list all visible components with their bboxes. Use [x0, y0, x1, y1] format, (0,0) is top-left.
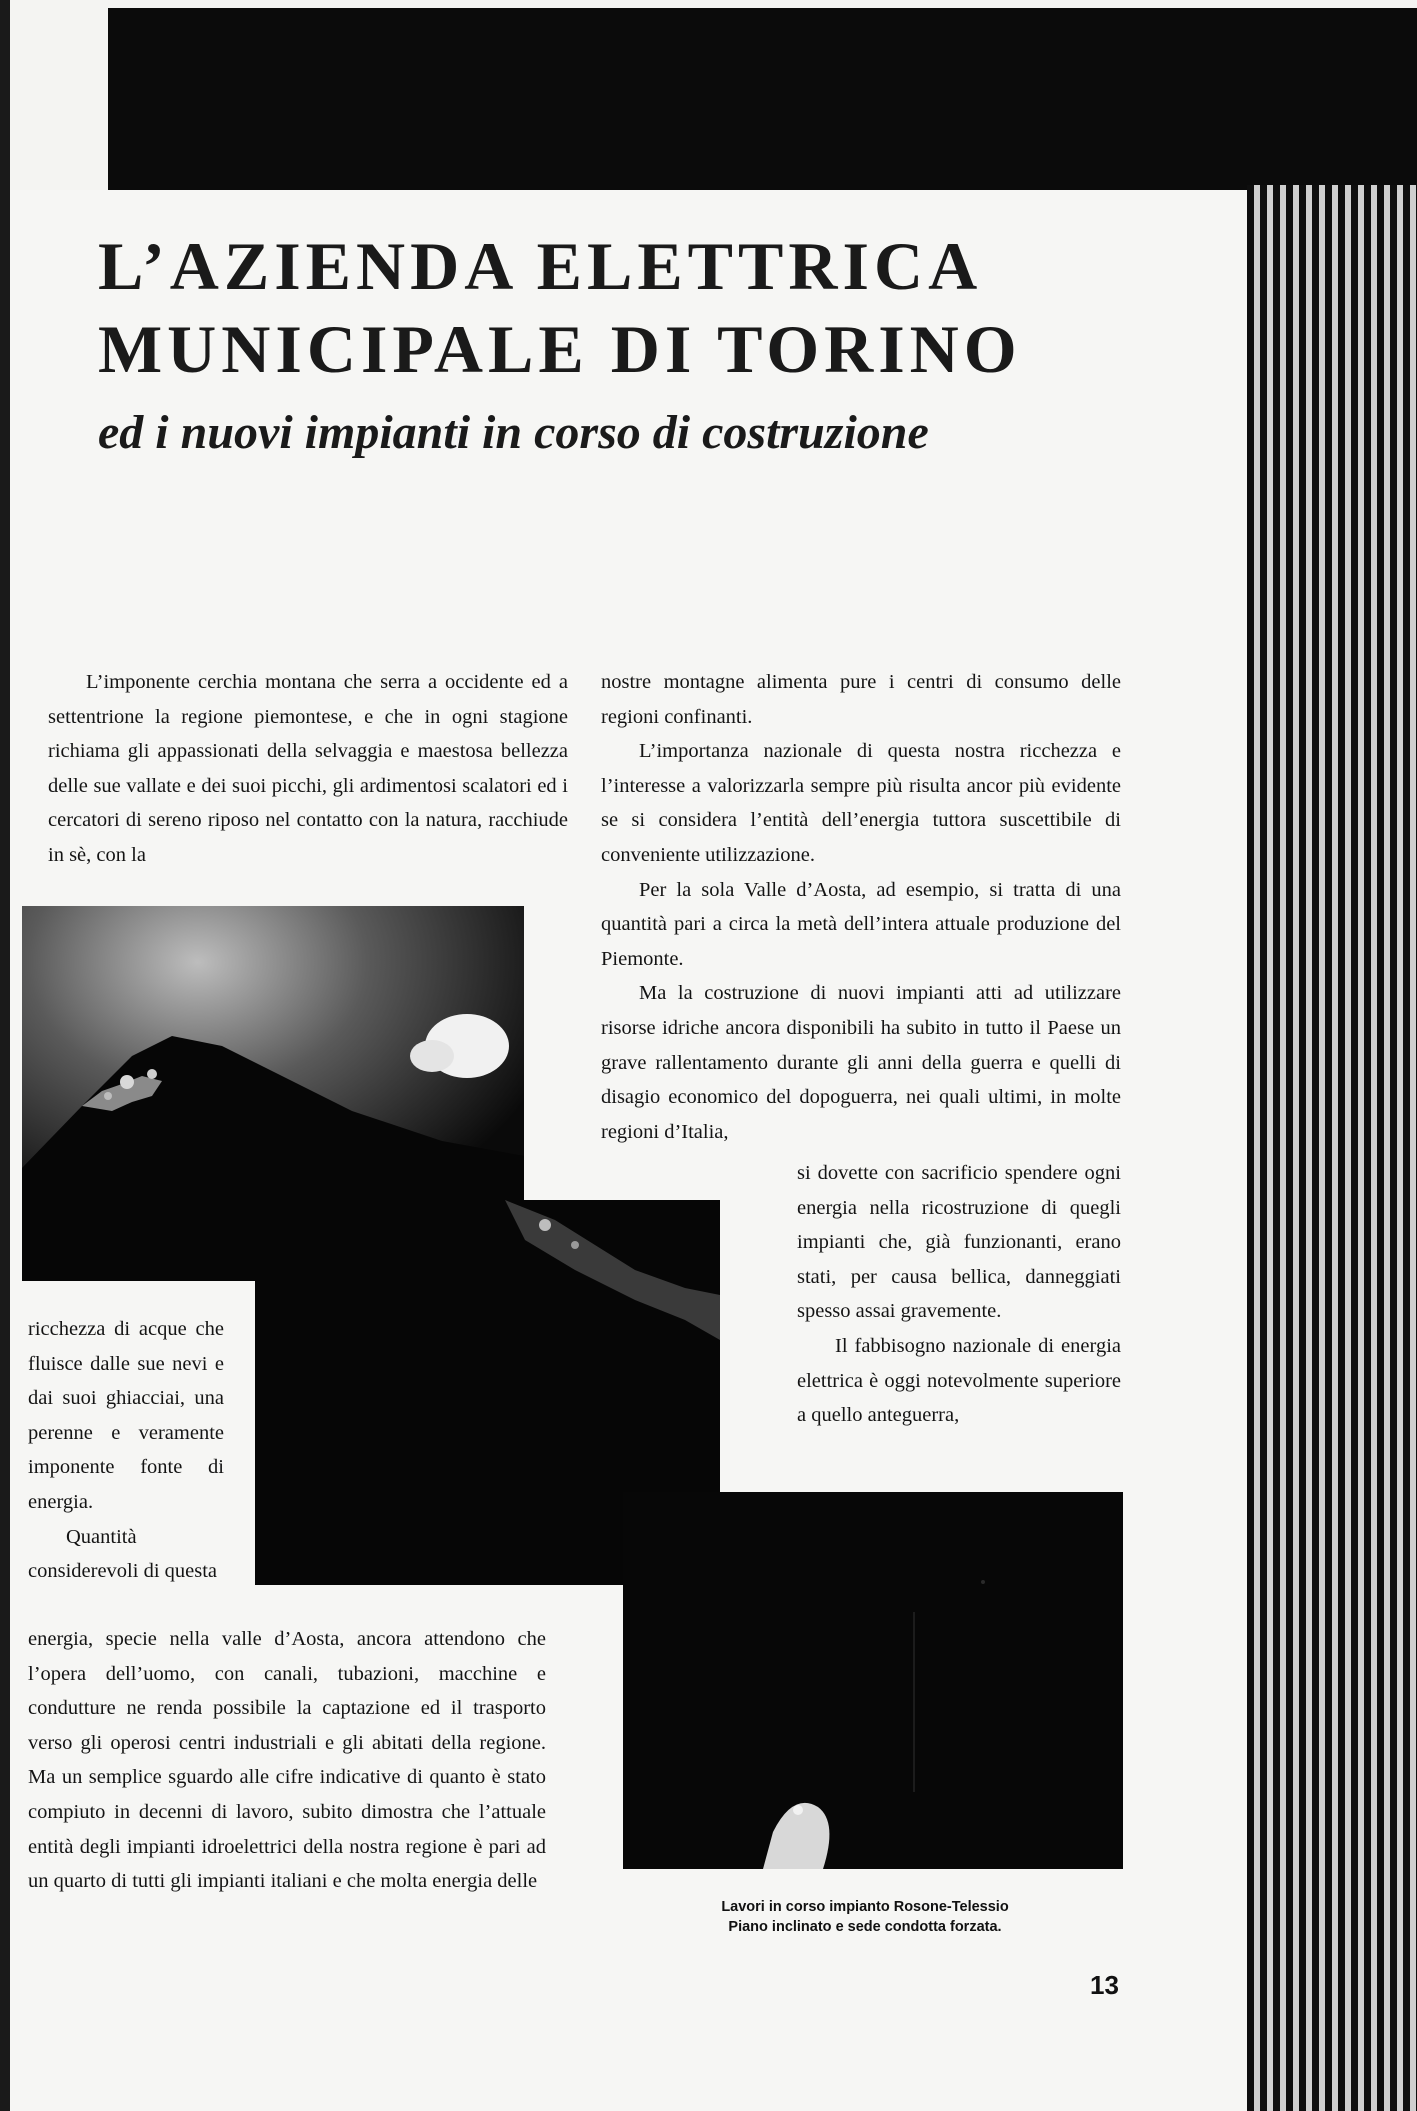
paragraph: L’imponente cerchia montana che serra a occidente ed a settentrione la regione piemontese, e che in ogni stagione richiama gli appassionati della selvaggia e maestosa bellezza delle sue vallate e dei suoi picchi, gli ardimentosi scalatori ed i cercatori di sereno riposo nel contatto con la natura, racchiude in sè, con la [48, 671, 568, 866]
caption-line-2: Piano inclinato e sede condotta forzata. [728, 1919, 1002, 1935]
paragraph: Quantità considerevoli di questa [28, 1525, 218, 1583]
left-column-narrow [28, 1312, 224, 1589]
paragraph: Per la sola Valle d’Aosta, ad esempio, si tratta di una quantità pari a circa la metà dell’intera attuale produzione del Piemonte. [601, 878, 1121, 970]
scan-top-band [108, 8, 1417, 198]
left-column-top [48, 665, 568, 873]
paragraph: energia, specie nella valle d’Aosta, ancora attendono che l’opera dell’uomo, con canali, tubazioni, macchine e condutture ne renda possibile la captazione ed il trasporto verso gli operosi centri industriali e gli abitati della regione. Ma un semplice sguardo alle cifre indicative di quanto è stato compiuto in decenni di lavoro, subito dimostra che l’attuale entità degli impianti idroelettrici della nostra regione è pari ad un quarto di tutti gli impianti italiani e che molta energia delle [28, 1628, 546, 1893]
paragraph: ricchezza di acque che fluisce dalle sue nevi e dai suoi ghiacciai, una perenne e veramente imponente fonte di energia. [28, 1318, 224, 1513]
page-number: 13 [1090, 1970, 1119, 2000]
right-column-narrow [797, 1156, 1121, 1433]
paragraph: Ma la costruzione di nuovi impianti atti ad utilizzare risorse idriche ancora disponibili ha subito in tutto il Paese un grave rallentamento durante gli anni della guerra e quelli di disagio economico del dopoguerra, nei quali ultimi, in molte regioni d’Italia, [601, 982, 1121, 1143]
article-subtitle: ed i nuovi impianti in corso di costruzione [98, 406, 929, 459]
caption-line-1: Lavori in corso impianto Rosone-Telessio [721, 1899, 1009, 1915]
paragraph: L’importanza nazionale di questa nostra ricchezza e l’interesse a valorizzarla sempre più risulta ancor più evidente se si considera l’entità dell’energia tuttora suscettibile di conveniente utilizzazione. [601, 740, 1121, 866]
construction-photo-image [623, 1492, 1123, 1869]
paragraph: Il fabbisogno nazionale di energia elettrica è oggi notevolmente superiore a quello anteguerra, [797, 1334, 1121, 1427]
construction-photo [623, 1492, 1123, 1869]
scan-left-edge [0, 0, 10, 2111]
article-title [98, 225, 1198, 391]
book-page-edges [1247, 185, 1417, 2111]
title-line-1: L’AZIENDA ELETTRICA [98, 228, 983, 304]
title-line-2: MUNICIPALE DI TORINO [98, 311, 1022, 387]
paragraph: si dovette con sacrificio spendere ogni energia nella ricostruzione di quegli impianti che, già funzionanti, erano stati, per causa bellica, danneggiati spesso assai gravemente. [797, 1162, 1121, 1323]
paragraph: nostre montagne alimenta pure i centri di consumo delle regioni confinanti. [601, 671, 1121, 728]
right-column-top [601, 665, 1121, 1149]
left-column-bottom [28, 1622, 546, 1899]
photo-caption [630, 1897, 1100, 1937]
